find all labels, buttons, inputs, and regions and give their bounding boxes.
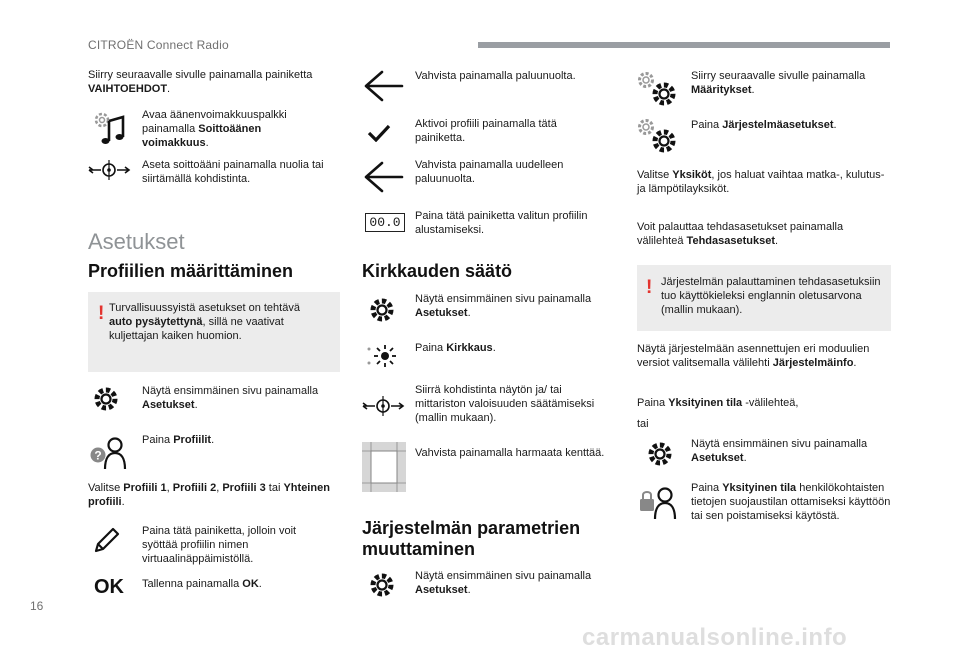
warning-text-2: Järjestelmän palauttaminen tehdasasetuksiin tuo käyttökieleksi englannin oletusarvona (mallin mukaan). xyxy=(661,276,881,316)
settings-part: Näytä ensimmäinen sivu painamalla xyxy=(415,570,592,582)
sel-bold: Profiili 3 xyxy=(222,482,266,494)
intro-bold: VAIHTOEHDOT xyxy=(88,83,168,95)
sound-part: Avaa äänenvoimakkuuspalkki painamalla xyxy=(142,109,287,135)
brightness-bold: Kirkkaus xyxy=(446,342,493,354)
heading-profiles: Profiilien määrittäminen xyxy=(88,261,294,281)
private-bold: Yksityinen tila xyxy=(722,482,797,494)
settings-end: . xyxy=(467,584,471,596)
warning-box xyxy=(88,292,340,372)
back-arrow-icon-2 xyxy=(364,160,404,194)
section-title-settings: Asetukset xyxy=(88,229,185,254)
sel-part: tai xyxy=(265,482,284,494)
settings-part: Näytä ensimmäinen sivu painamalla xyxy=(415,293,592,305)
warn-part: Turvallisuussyistä asetukset on tehtävä xyxy=(109,302,300,314)
units-part: Valitse xyxy=(637,169,673,181)
reset-profile-icon: 00.0 xyxy=(365,213,405,232)
back-confirm-text: Vahvista painamalla paluunuolta. xyxy=(415,70,576,82)
slider-cursor-icon xyxy=(87,158,131,182)
gear-icon-4 xyxy=(646,440,674,468)
factory-bold: Tehdasasetukset xyxy=(686,235,775,247)
units-end: , jos haluat vaihtaa matka-, kulutus- ja lämpötilayksiköt. xyxy=(637,169,885,195)
system-info-text xyxy=(637,342,887,370)
reset-profile-text: Paina tätä painiketta valitun profiilin alustamiseksi. xyxy=(415,210,588,236)
settings-end: . xyxy=(194,399,198,411)
sel-end: . xyxy=(121,496,125,508)
activate-profile-text: Aktivoi profiili painamalla tätä painiketta. xyxy=(415,118,557,144)
save-part: Tallenna painamalla xyxy=(142,578,243,590)
units-bold: Yksiköt xyxy=(672,169,712,181)
sel-bold: Profiili 1 xyxy=(123,482,167,494)
sel-part: , xyxy=(166,482,173,494)
private-mode-text xyxy=(637,396,887,410)
config-bold: Määritykset xyxy=(691,84,752,96)
factory-part: Voit palauttaa tehdasasetukset painamalla välilehteä xyxy=(637,221,844,247)
pencil-icon xyxy=(92,525,122,555)
slider-cursor-icon-2 xyxy=(361,394,405,418)
warning-icon: ! xyxy=(98,303,105,324)
settings-part: Näytä ensimmäinen sivu painamalla xyxy=(691,438,868,450)
profiles-text xyxy=(142,433,332,447)
lock-profile-icon xyxy=(638,486,678,520)
watermark: carmanualsonline.info xyxy=(582,624,848,651)
factory-reset-text xyxy=(637,220,887,248)
info-end: . xyxy=(853,357,857,369)
settings-text-4 xyxy=(691,437,891,465)
private-end: henkilökohtaisten tietojen suojaustilan ottamiseksi käyttöön tai sen poistamiseksi käytöstä. xyxy=(691,482,891,522)
profiles-end: . xyxy=(211,434,215,446)
sel-part: Valitse xyxy=(88,482,124,494)
save-text xyxy=(142,577,332,591)
sound-volume-text xyxy=(142,108,317,150)
ok-button-icon: OK xyxy=(94,576,124,598)
double-gear-icon xyxy=(636,70,680,110)
save-end: . xyxy=(258,578,262,590)
grey-area-icon xyxy=(362,442,406,492)
brightness-icon xyxy=(366,343,400,369)
info-part: Näytä järjestelmään asennettujen eri moduulien versiot valitsemalla välilehti xyxy=(637,343,870,369)
warn-bold: auto pysäytettynä xyxy=(109,316,203,328)
sel-bold: Profiili 2 xyxy=(172,482,217,494)
intro-end: . xyxy=(167,83,171,95)
brightness-end: . xyxy=(492,342,496,354)
gear-icon xyxy=(92,385,120,413)
privacy-part: Paina xyxy=(637,397,669,409)
or-text: tai xyxy=(637,418,649,430)
info-bold: Järjestelmäinfo xyxy=(772,357,854,369)
settings-part: Näytä ensimmäinen sivu painamalla xyxy=(142,385,319,397)
settings-end: . xyxy=(743,452,747,464)
brightness-part: Paina xyxy=(415,342,447,354)
settings-text xyxy=(142,384,337,412)
warning-icon-2: ! xyxy=(646,277,653,298)
settings-text-2 xyxy=(415,292,615,320)
privacy-bold: Yksityinen tila xyxy=(668,397,743,409)
header-bar xyxy=(478,42,890,48)
gear-icon-3 xyxy=(368,571,396,599)
brightness-text xyxy=(415,341,615,355)
profile-icon xyxy=(89,436,129,470)
sound-end: . xyxy=(205,137,209,149)
system-settings-text xyxy=(691,118,891,132)
grey-area-text: Vahvista painamalla harmaata kenttää. xyxy=(415,447,605,459)
settings-end: . xyxy=(467,307,471,319)
privacy-end: -välilehteä, xyxy=(742,397,799,409)
private-part: Paina xyxy=(691,482,723,494)
slider-text: Aseta soittoääni painamalla nuolia tai siirtämällä kohdistinta. xyxy=(142,159,324,185)
select-profile-text xyxy=(88,481,338,509)
brightness-slider-text: Siirrä kohdistinta näytön ja/ tai mittariston valoisuuden säätämiseksi (mallin mukaan). xyxy=(415,384,595,424)
config-part: Siirry seuraavalle sivulle painamalla xyxy=(691,70,866,82)
configuration-text xyxy=(691,69,891,97)
heading-system-parameters: Järjestelmän parametrien muuttaminen xyxy=(362,518,581,559)
profiles-part: Paina xyxy=(142,434,174,446)
profiles-bold: Profiilit xyxy=(173,434,212,446)
system-end: . xyxy=(833,119,837,131)
checkmark-icon xyxy=(367,124,391,142)
warn-end: , sillä ne vaativat kuljettajan kaiken huomion. xyxy=(109,316,284,342)
system-bold: Järjestelmäasetukset xyxy=(722,119,834,131)
intro-text xyxy=(88,68,338,96)
factory-end: . xyxy=(775,235,779,247)
manual-title: CITROËN Connect Radio xyxy=(88,38,229,52)
sel-part: , xyxy=(216,482,223,494)
back-confirm-again-text: Vahvista painamalla uudelleen paluunuolta. xyxy=(415,159,564,185)
warning-box-2 xyxy=(637,265,891,331)
settings-text-3 xyxy=(415,569,615,597)
units-text xyxy=(637,168,887,196)
sel-bold: Yhteinen profiili xyxy=(88,482,330,508)
private-mode-detail-text xyxy=(691,481,891,523)
music-note-gear-icon xyxy=(93,111,127,145)
config-end: . xyxy=(751,84,755,96)
settings-bold: Asetukset xyxy=(415,307,468,319)
sound-bold: Soittoäänen voimakkuus xyxy=(142,123,262,149)
heading-brightness: Kirkkauden säätö xyxy=(362,261,513,281)
back-arrow-icon xyxy=(364,69,404,103)
gear-icon-2 xyxy=(368,296,396,324)
edit-name-text: Paina tätä painiketta, jolloin voit syöttää profiilin nimen virtuaalinäppäimistöllä. xyxy=(142,525,297,565)
system-part: Paina xyxy=(691,119,723,131)
settings-bold: Asetukset xyxy=(415,584,468,596)
svg-text:?: ? xyxy=(94,448,102,463)
warning-text xyxy=(109,301,324,343)
intro-part: Siirry seuraavalle sivulle painamalla painiketta xyxy=(88,69,313,81)
page-number: 16 xyxy=(30,599,44,613)
settings-bold: Asetukset xyxy=(142,399,195,411)
save-bold: OK xyxy=(242,578,259,590)
settings-bold: Asetukset xyxy=(691,452,744,464)
double-gear-icon-2 xyxy=(636,117,680,157)
